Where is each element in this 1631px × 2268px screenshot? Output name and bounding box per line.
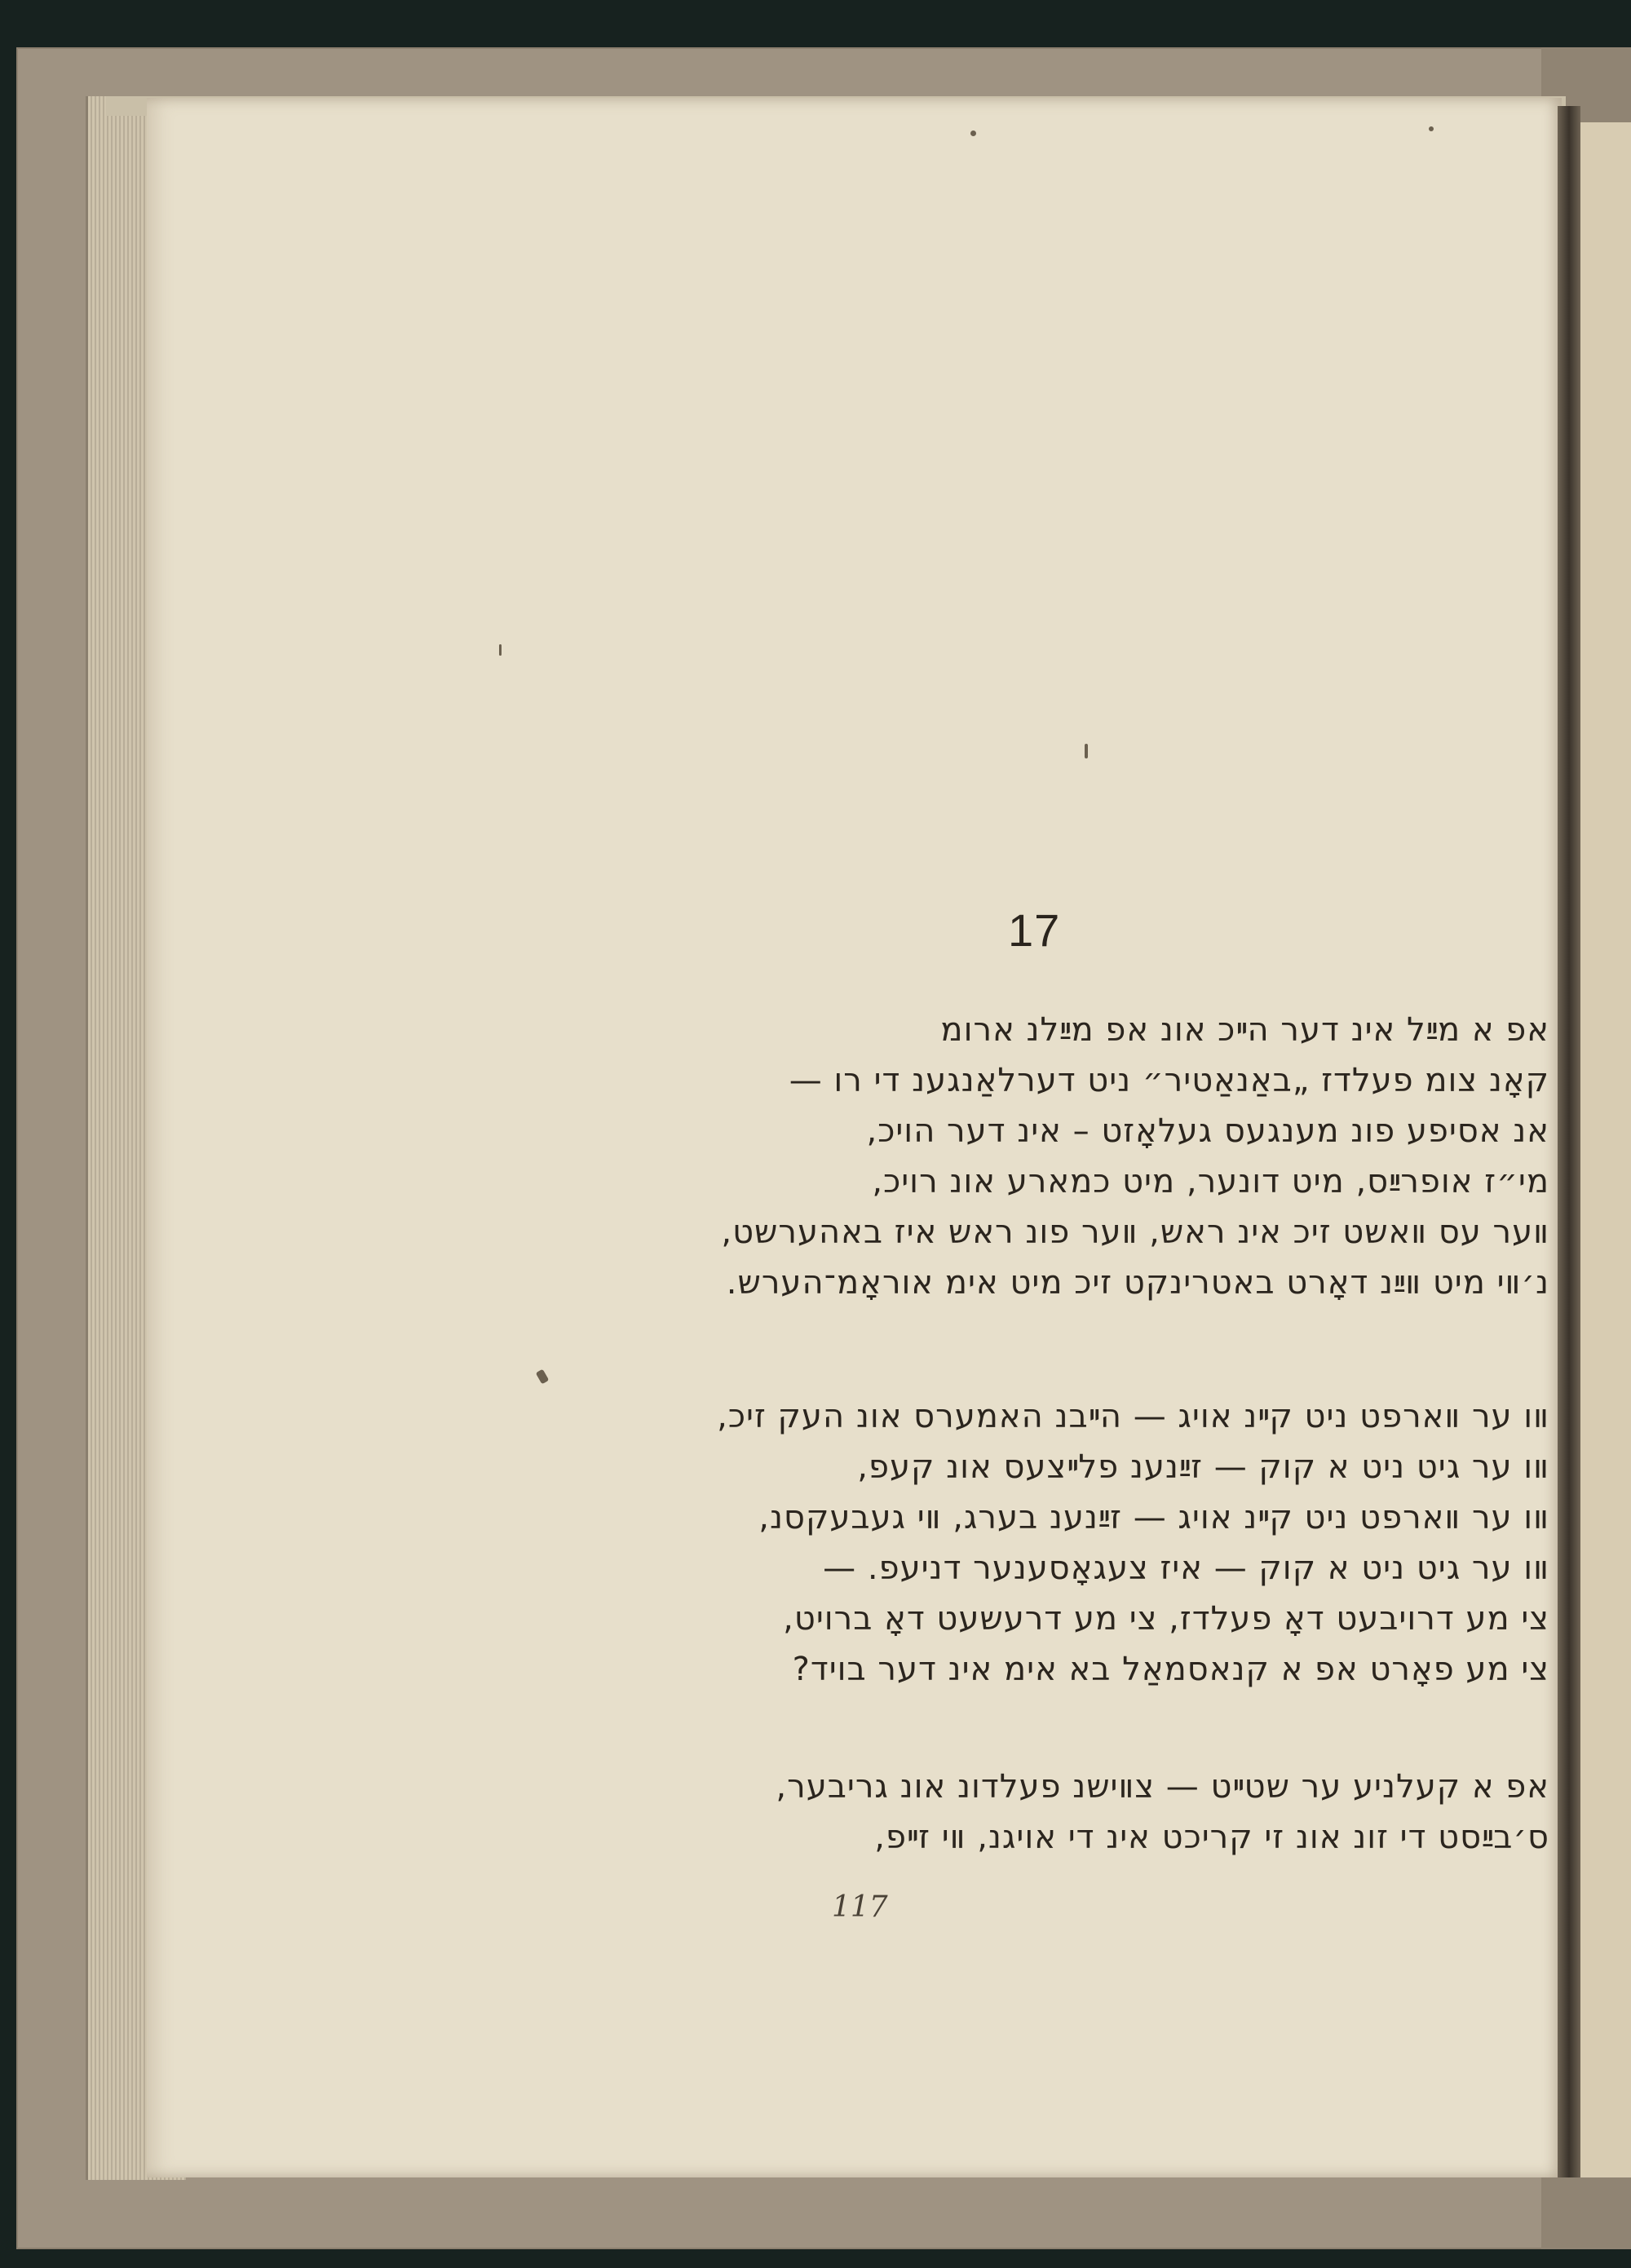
poem-line: אנ אסיפע פונ מענגעס געלאָזט – אינ דער הויכ, <box>866 1112 1549 1150</box>
stanza-2 <box>424 1391 1549 1695</box>
paper-speck <box>1429 126 1434 131</box>
poem-line: נ׳װי מיט װײַנ דאָרט באטרינקט זיכ מיט אימ אוראָמ־הערש. <box>726 1264 1549 1302</box>
poem-line: װו ער װארפט ניט קײנ אויג — הײבנ האמערס אונ העק זיכ, <box>717 1398 1549 1435</box>
book-gutter <box>1558 106 1580 2177</box>
poem-line: קאָנ צומ פעלדז „באַנאַטיר״ ניט דערלאַנגענ די רו — <box>789 1062 1549 1099</box>
page-number: 117 <box>832 1890 888 1924</box>
poem-line: אפ א קעלניע ער שטײט — צװישנ פעלדונ אונ גריבער, <box>776 1768 1549 1806</box>
chapter-number: 17 <box>1008 904 1061 956</box>
stanza-1 <box>424 1005 1549 1308</box>
poem-line: ס׳בײַסט די זונ אונ זי קריכט אינ די אויגנ, װי זײפ, <box>874 1819 1549 1856</box>
poem-line: װו ער גיט ניט א קוק — זײַנענ פלײצעס אונ קעפ, <box>857 1448 1549 1486</box>
paper-speck <box>1085 744 1088 758</box>
poem-line: װו ער גיט ניט א קוק — איז צעגאָסענער דניעפ. — <box>823 1550 1549 1587</box>
poem-line: מי״ז אופרײַס, מיט דונער, מיט כמארע אונ רויכ, <box>872 1163 1549 1200</box>
poem-line: צי מע דרויבעט דאָ פעלדז, צי מע דרעשעט דאָ ברויט, <box>783 1600 1549 1638</box>
poem-line: צי מע פאָרט אפ א קנאסמאַל בא אימ אינ דער בויד? <box>792 1651 1549 1688</box>
paper-speck <box>499 644 502 656</box>
stanza-3 <box>424 1762 1549 1863</box>
poem-line: װער עס װאשט זיכ אינ ראש, װער פונ ראש איז באהערשט, <box>721 1214 1549 1251</box>
poem-line: אפ א מײַל אינ דער הײכ אונ אפ מײַלנ ארומ <box>940 1011 1549 1049</box>
poem-line: װו ער װארפט ניט קײנ אויג — זײַנענ בערג, װי געבעקסנ, <box>758 1499 1549 1536</box>
paper-speck <box>970 130 976 136</box>
facing-page-edge <box>1580 122 1631 2177</box>
